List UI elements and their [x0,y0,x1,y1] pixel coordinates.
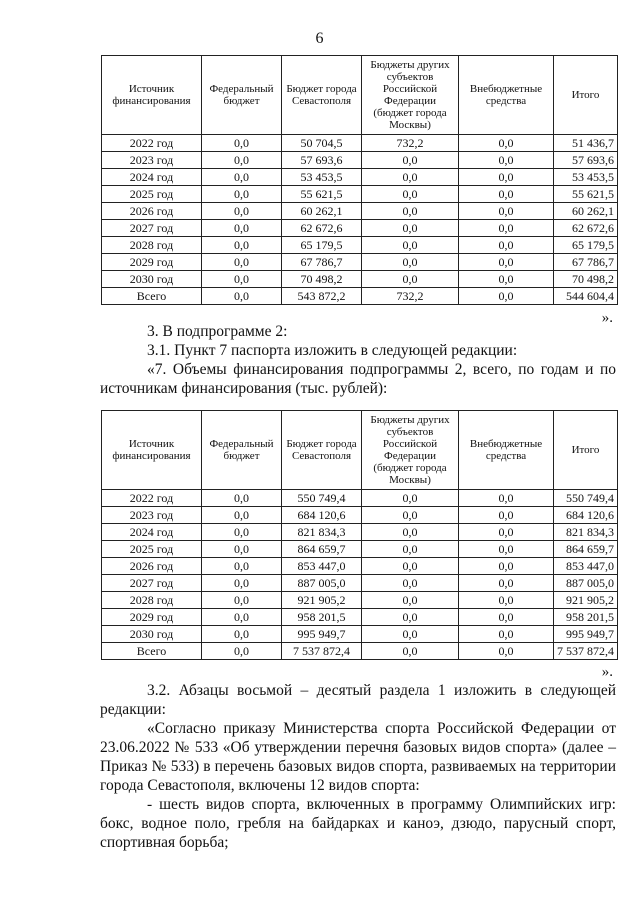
table-cell: 2024 год [102,169,202,186]
table-cell: 7 537 872,4 [554,643,618,660]
table-cell: 2024 год [102,524,202,541]
table-cell: 0,0 [362,254,459,271]
table-cell: 0,0 [202,575,282,592]
table-cell: 684 120,6 [282,507,362,524]
paragraph: - шесть видов спорта, включенных в программу Олимпийских игр: бокс, водное поло, гребля на байдарках и каноэ, дзюдо, парусный спорт, спортивная борьба; [100,796,616,851]
table-cell: 0,0 [459,186,554,203]
table-cell: 0,0 [459,575,554,592]
table-cell: 0,0 [362,592,459,609]
table-cell: 0,0 [459,507,554,524]
table-cell: 2029 год [102,609,202,626]
table-row [102,271,618,288]
table-cell: 0,0 [202,220,282,237]
column-header: Источник финансирования [102,56,202,135]
table-cell: 0,0 [459,271,554,288]
table-cell: 0,0 [202,541,282,558]
table-cell: 958 201,5 [282,609,362,626]
table-row [102,169,618,186]
table-cell: 67 786,7 [282,254,362,271]
table-cell: 0,0 [202,152,282,169]
table-cell: 0,0 [459,609,554,626]
table-cell: 60 262,1 [282,203,362,220]
table-cell: 2029 год [102,254,202,271]
column-header: Федеральный бюджет [202,56,282,135]
table-cell: 887 005,0 [282,575,362,592]
table-cell: 2030 год [102,626,202,643]
table-cell: 0,0 [362,220,459,237]
table-cell: 0,0 [362,558,459,575]
table-cell: 0,0 [459,558,554,575]
table-cell: 544 604,4 [554,288,618,305]
table-cell: 70 498,2 [554,271,618,288]
table-cell: 0,0 [362,609,459,626]
page-number: 6 [315,30,324,47]
close-quote: ». [601,664,613,680]
table-row [102,507,618,524]
table-cell: 853 447,0 [554,558,618,575]
table-cell: 53 453,5 [554,169,618,186]
table-cell: 0,0 [362,541,459,558]
column-header: Внебюджетные средства [459,411,554,490]
table-cell: 0,0 [362,626,459,643]
table-cell: 0,0 [459,237,554,254]
table-cell: 0,0 [459,169,554,186]
table-cell: 0,0 [459,220,554,237]
table-row [102,254,618,271]
table-cell: 0,0 [459,626,554,643]
table-row [102,558,618,575]
table-cell: 0,0 [202,186,282,203]
paragraph: «7. Объемы финансирования подпрограммы 2, всего, по годам и по источникам финансирования (тыс. рублей): [100,361,616,397]
table-cell: 2022 год [102,490,202,507]
table-cell: 2027 год [102,220,202,237]
table-cell: 2026 год [102,558,202,575]
table-cell: 0,0 [459,254,554,271]
table-cell: 995 949,7 [282,626,362,643]
table-cell: 0,0 [362,575,459,592]
table-cell: Всего [102,288,202,305]
table-cell: 0,0 [362,271,459,288]
table-cell: 0,0 [459,541,554,558]
table-cell: 0,0 [202,169,282,186]
table-cell: 57 693,6 [282,152,362,169]
table-row [102,152,618,169]
table-cell: 0,0 [202,507,282,524]
table-cell: 550 749,4 [282,490,362,507]
table-cell: 821 834,3 [282,524,362,541]
table-cell: 65 179,5 [282,237,362,254]
table-row [102,643,618,660]
table-row [102,541,618,558]
table-cell: 0,0 [202,643,282,660]
table-cell: 864 659,7 [282,541,362,558]
column-header: Бюджет города Севастополя [282,411,362,490]
table-cell: 0,0 [202,490,282,507]
table-cell: 732,2 [362,135,459,152]
table-cell: 0,0 [202,271,282,288]
table-cell: 0,0 [362,152,459,169]
paragraph: 3.2. Абзацы восьмой – десятый раздела 1 изложить в следующей редакции: [100,682,616,718]
table-cell: 921 905,2 [554,592,618,609]
paragraph: 3.1. Пункт 7 паспорта изложить в следующей редакции: [147,342,518,359]
table-cell: Всего [102,643,202,660]
column-header: Итого [554,56,618,135]
table-cell: 62 672,6 [554,220,618,237]
table-row [102,626,618,643]
table-cell: 684 120,6 [554,507,618,524]
table-cell: 853 447,0 [282,558,362,575]
table-cell: 0,0 [459,592,554,609]
table-cell: 958 201,5 [554,609,618,626]
table-cell: 0,0 [362,186,459,203]
table-cell: 2025 год [102,541,202,558]
table-cell: 550 749,4 [554,490,618,507]
table-cell: 0,0 [362,490,459,507]
table-cell: 0,0 [459,490,554,507]
table-row [102,288,618,305]
table-row [102,490,618,507]
table-cell: 57 693,6 [554,152,618,169]
table-cell: 0,0 [202,609,282,626]
table-cell: 2028 год [102,592,202,609]
table-cell: 65 179,5 [554,237,618,254]
column-header: Бюджеты других субъектов Российской Федерации (бюджет города Москвы) [362,56,459,135]
table-cell: 0,0 [202,288,282,305]
column-header: Внебюджетные средства [459,56,554,135]
table-cell: 0,0 [362,643,459,660]
table-cell: 55 621,5 [554,186,618,203]
table-cell: 0,0 [362,507,459,524]
table-cell: 2023 год [102,152,202,169]
table-cell: 53 453,5 [282,169,362,186]
table-cell: 51 436,7 [554,135,618,152]
table-cell: 0,0 [202,254,282,271]
financing-table-1 [101,55,618,305]
table-cell: 50 704,5 [282,135,362,152]
table-cell: 543 872,2 [282,288,362,305]
table-cell: 0,0 [362,169,459,186]
table-cell: 2023 год [102,507,202,524]
paragraph: «Согласно приказу Министерства спорта Российской Федерации от 23.06.2022 № 533 «Об утверждении перечня базовых видов спорта» (далее – Приказ № 533) в перечень базовых видов спорта, развиваемых на территории города Севастополя, включены 12 видов спорта: [100,720,616,794]
table-row [102,592,618,609]
column-header: Бюджеты других субъектов Российской Федерации (бюджет города Москвы) [362,411,459,490]
table-row [102,524,618,541]
table-cell: 0,0 [459,135,554,152]
table-cell: 0,0 [362,237,459,254]
table-cell: 55 621,5 [282,186,362,203]
column-header: Итого [554,411,618,490]
close-quote: ». [601,310,613,326]
table-cell: 995 949,7 [554,626,618,643]
table-cell: 0,0 [459,643,554,660]
table-cell: 0,0 [202,626,282,643]
financing-table-2 [101,410,618,660]
table-cell: 0,0 [202,524,282,541]
table-cell: 60 262,1 [554,203,618,220]
table-row [102,186,618,203]
table-cell: 732,2 [362,288,459,305]
table-cell: 0,0 [202,592,282,609]
table-cell: 2028 год [102,237,202,254]
table-row [102,237,618,254]
paragraph: 3. В подпрограмме 2: [147,323,288,340]
table-cell: 0,0 [459,152,554,169]
table-cell: 2027 год [102,575,202,592]
column-header: Источник финансирования [102,411,202,490]
table-cell: 2025 год [102,186,202,203]
table-cell: 0,0 [459,288,554,305]
table-cell: 0,0 [362,203,459,220]
table-cell: 921 905,2 [282,592,362,609]
column-header: Бюджет города Севастополя [282,56,362,135]
table-row [102,575,618,592]
table-row [102,609,618,626]
table-cell: 2022 год [102,135,202,152]
table-cell: 2026 год [102,203,202,220]
table-row [102,220,618,237]
table-row [102,135,618,152]
table-cell: 70 498,2 [282,271,362,288]
table-cell: 7 537 872,4 [282,643,362,660]
column-header: Федеральный бюджет [202,411,282,490]
table-cell: 821 834,3 [554,524,618,541]
table-cell: 0,0 [202,237,282,254]
table-cell: 0,0 [459,524,554,541]
table-cell: 2030 год [102,271,202,288]
table-cell: 0,0 [202,135,282,152]
table-cell: 0,0 [362,524,459,541]
table-cell: 0,0 [459,203,554,220]
table-cell: 67 786,7 [554,254,618,271]
table-cell: 0,0 [202,558,282,575]
table-cell: 887 005,0 [554,575,618,592]
table-cell: 864 659,7 [554,541,618,558]
table-cell: 62 672,6 [282,220,362,237]
table-cell: 0,0 [202,203,282,220]
table-row [102,203,618,220]
